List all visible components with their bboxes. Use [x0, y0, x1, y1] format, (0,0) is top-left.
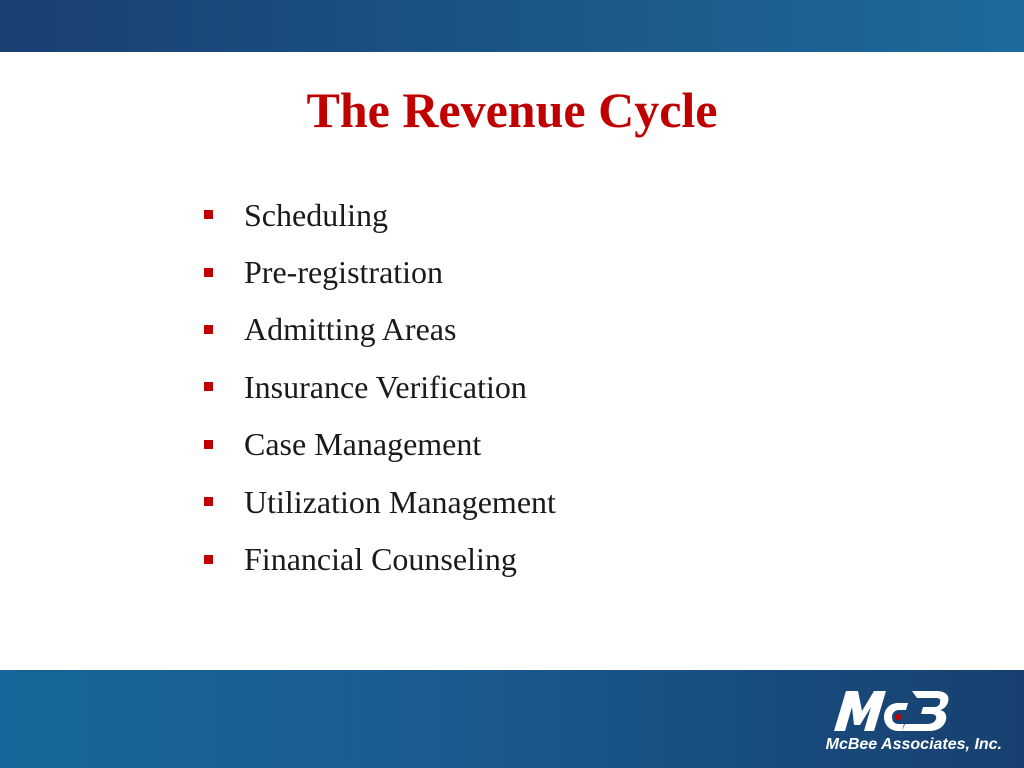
- square-bullet-icon: [204, 210, 213, 219]
- company-name: McBee Associates, Inc.: [825, 736, 1002, 753]
- top-banner: [0, 0, 1024, 52]
- bullet-text: Insurance Verification: [244, 368, 527, 405]
- list-item: [200, 473, 556, 530]
- bullet-text: Scheduling: [244, 196, 388, 233]
- square-bullet-icon: [204, 555, 213, 564]
- bullet-text: Case Management: [244, 426, 482, 463]
- mcb-logo-icon: [832, 687, 952, 733]
- bullet-text: Utilization Management: [244, 483, 556, 520]
- list-item: [200, 416, 556, 473]
- company-logo: [812, 687, 1002, 759]
- list-item: [200, 301, 556, 358]
- bullet-list: [200, 186, 556, 588]
- bullet-text: Pre-registration: [244, 254, 444, 291]
- bullet-text: Financial Counseling: [244, 541, 517, 578]
- list-item: [200, 243, 556, 300]
- bullet-text: Admitting Areas: [244, 311, 457, 348]
- list-item: [200, 530, 556, 587]
- square-bullet-icon: [204, 268, 213, 277]
- square-bullet-icon: [204, 497, 213, 506]
- square-bullet-icon: [204, 325, 213, 334]
- square-bullet-icon: [204, 382, 213, 391]
- list-item: [200, 358, 556, 415]
- slide-title: The Revenue Cycle: [306, 82, 718, 138]
- square-bullet-icon: [204, 440, 213, 449]
- list-item: [200, 186, 556, 243]
